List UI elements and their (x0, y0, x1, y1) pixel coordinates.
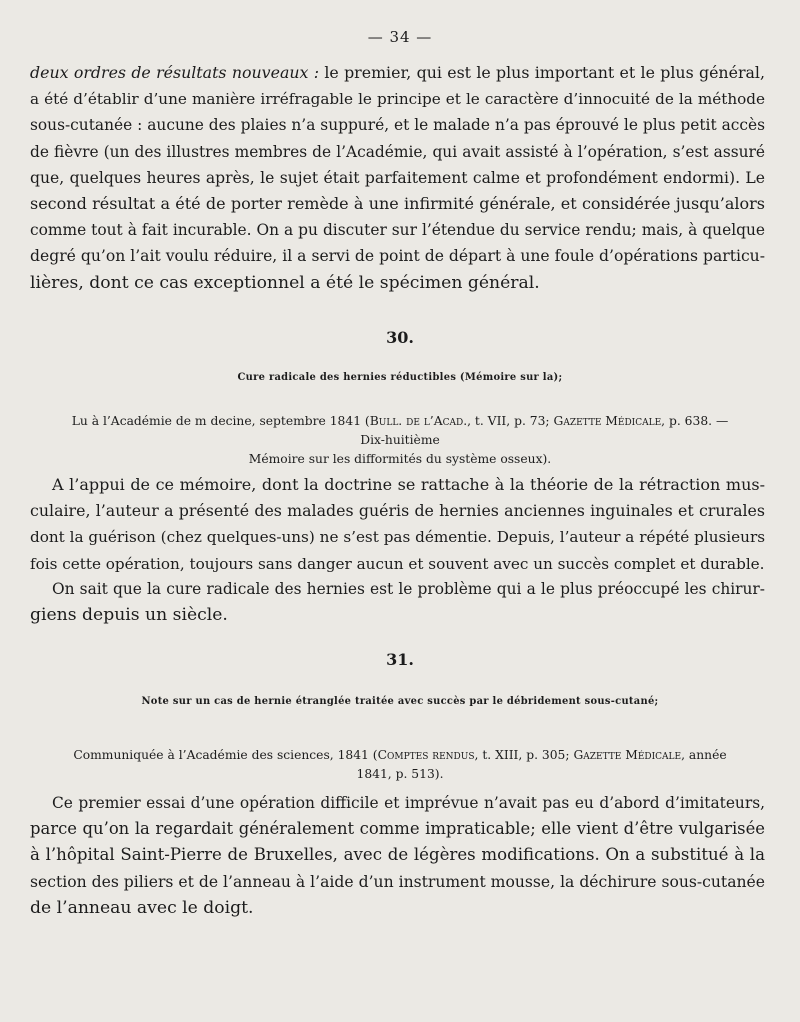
text-line: Ce premier essai d’une opération difficile et imprévue n’avait pas eu d’abord d’imitateurs, (52, 794, 765, 812)
paragraph-section30 (30, 472, 765, 577)
ref-source: Gazette Médicale (573, 748, 682, 762)
text-line: fois cette opération, toujours sans danger aucun et souvent avec un succès complet et durable. (30, 554, 765, 573)
text-line: que, quelques heures après, le sujet était parfaitement calme et profondément endormi). Le (30, 168, 765, 187)
text-line: second résultat a été de porter remède à une infirmité générale, et considérée jusqu’alors (30, 194, 765, 214)
page-number: — 34 — (367, 28, 433, 46)
paragraph-section30-b (30, 576, 765, 628)
text-line: giens depuis un siècle. (30, 605, 228, 626)
text-line: comme tout à fait incurable. On a pu discuter sur l’étendue du service rendu; mais, à quelque (30, 221, 765, 240)
line-text: le premier, qui est le plus important et le plus général, (319, 63, 766, 82)
ref-source: Bull. de l’Acad. (369, 414, 468, 428)
paragraph-section31 (30, 790, 765, 921)
ref-source: Gazette Médicale (553, 414, 662, 428)
text-line: dont la guérison (chez quelques-uns) ne s’est pas démentie. Depuis, l’auteur a répété plusieurs (30, 528, 765, 547)
ref-text: , t. XIII, p. 305; (474, 748, 574, 762)
text-line: sous-cutanée : aucune des plaies n’a suppuré, et le malade n’a pas éprouvé le plus petit accès (30, 116, 765, 135)
text-line: section des piliers et de l’anneau à l’aide d’un instrument mousse, la déchirure sous-cutanée (30, 872, 765, 891)
text-line: degré qu’on l’ait voulu réduire, il a servi de point de départ à une foule d’opérations particu- (30, 247, 765, 266)
text-line: à l’hôpital Saint-Pierre de Bruxelles, avec de légères modifications. On a substitué à la (30, 845, 765, 865)
text-line: culaire, l’auteur a présenté des malades guéris de hernies anciennes inguinales et crurales (30, 501, 765, 521)
ref-text: , p. 638. — Dix-huitième (360, 414, 729, 447)
text-line: On sait que la cure radicale des hernies est le problème qui a le plus préoccupé les chirur- (52, 580, 765, 598)
ref-text: Communiquée à l’Académie des sciences, 1841 ( (73, 748, 378, 762)
paragraph-intro (30, 60, 765, 296)
text-line: lières, dont ce cas exceptionnel a été le spécimen général. (30, 272, 540, 293)
ref-source: Comptes rendus (377, 748, 475, 762)
ref-text: , année 1841, p. 513). (356, 748, 727, 781)
section-title: Note sur un cas de hernie étranglée traitée avec succès par le débridement sous-cutané; (141, 696, 659, 707)
section-reference (60, 746, 740, 784)
text-line (30, 60, 765, 86)
section-title: Cure radicale des hernies réductibles (Mémoire sur la); (237, 372, 563, 383)
section-number: 30. (386, 328, 414, 347)
ref-text: , t. VII, p. 73; (467, 414, 554, 428)
section-number: 31. (386, 650, 414, 669)
text-line: a été d’établir d’une manière irréfragable le principe et le caractère d’innocuité de la méthode (30, 90, 765, 109)
text-line: de l’anneau avec le doigt. (30, 897, 254, 918)
text-line: parce qu’on la regardait généralement comme impraticable; elle vient d’être vulgarisée (30, 819, 765, 839)
text-line: de fièvre (un des illustres membres de l’Académie, qui avait assisté à l’opération, s’est assuré (30, 142, 765, 161)
text-line: A l’appui de ce mémoire, dont la doctrine se rattache à la théorie de la rétraction mus- (52, 475, 765, 494)
ref-text: Lu à l’Académie de m decine, septembre 1841 ( (71, 414, 370, 428)
ref-text: Mémoire sur les difformités du système osseux). (248, 452, 552, 466)
italic-lead: deux ordres de résultats nouveaux : (30, 63, 320, 82)
section-reference (60, 412, 740, 469)
